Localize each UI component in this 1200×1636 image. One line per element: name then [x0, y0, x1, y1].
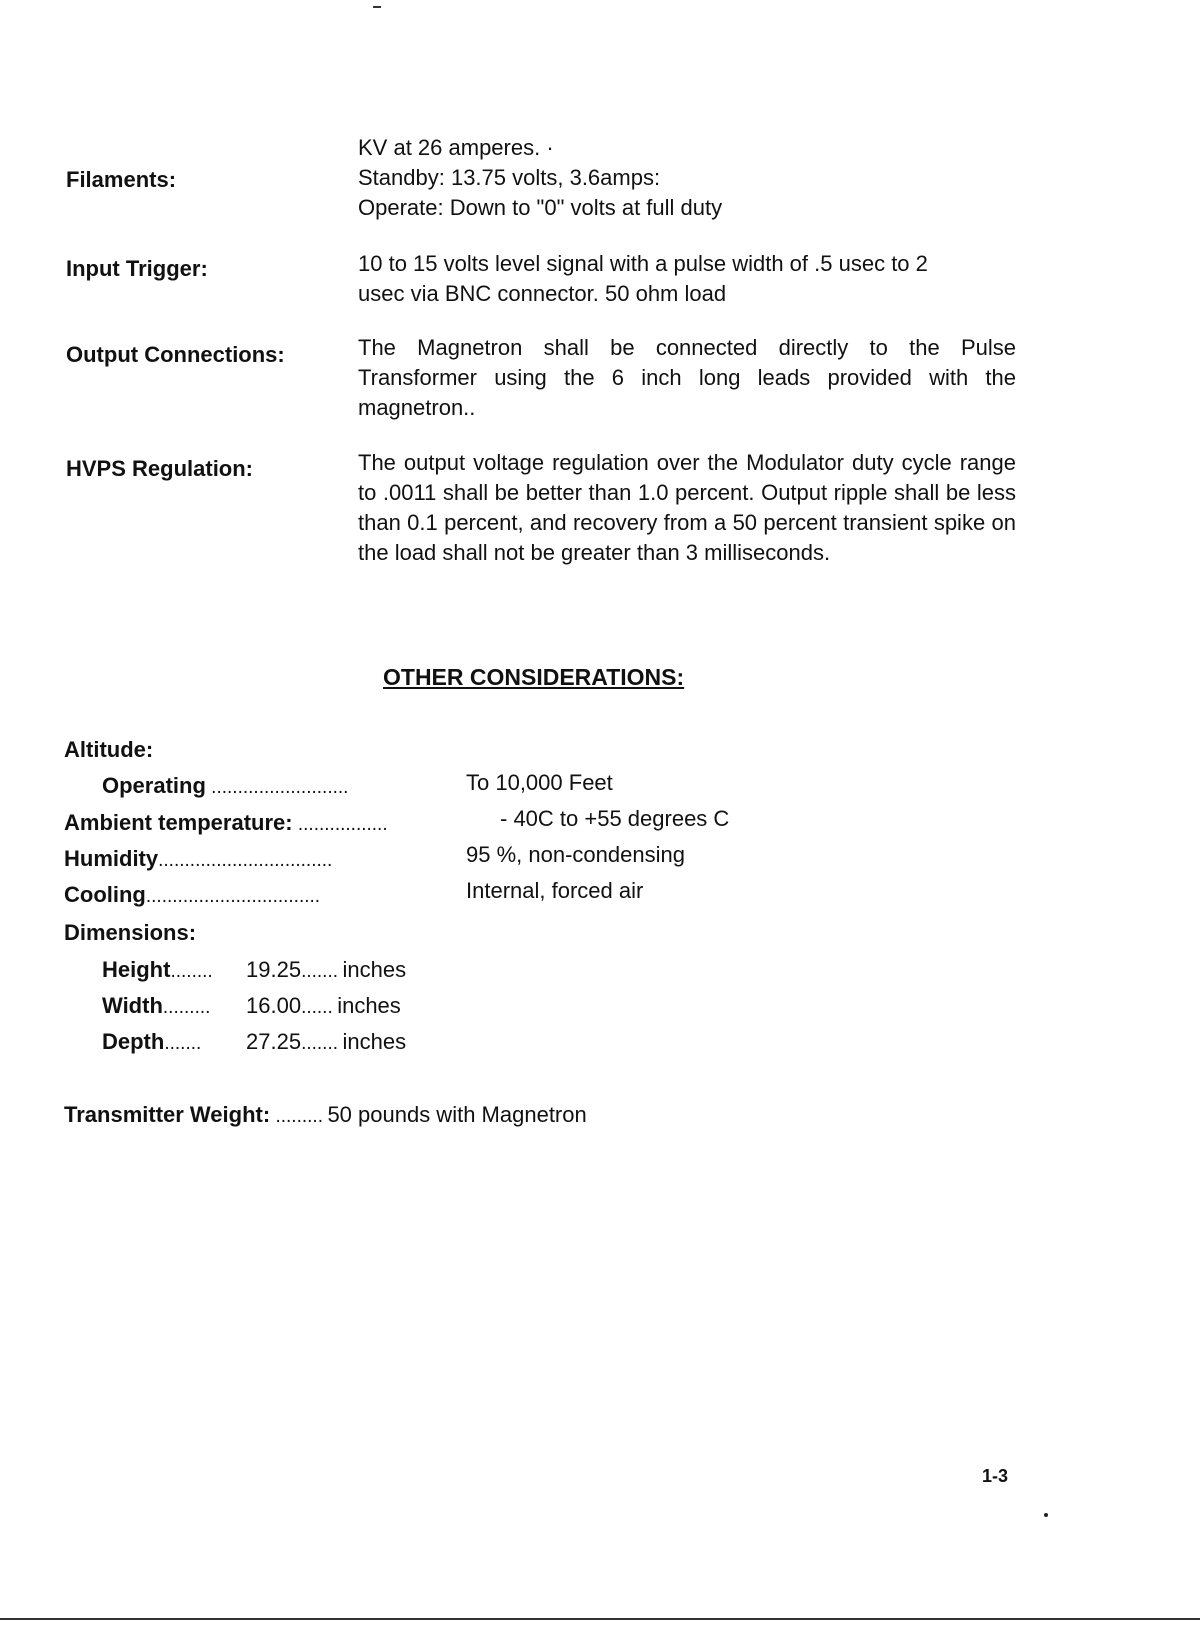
- humidity-label: Humidity: [64, 846, 159, 871]
- cooling-row: [64, 882, 320, 908]
- other-considerations-heading: OTHER CONSIDERATIONS:: [383, 664, 685, 690]
- weight-label: Transmitter Weight:: [64, 1102, 271, 1127]
- top-mark: [373, 6, 381, 8]
- width-label: Width: [102, 993, 163, 1018]
- width-row: [102, 993, 210, 1019]
- page-number: 1-3: [982, 1466, 1009, 1486]
- width-value-row: [246, 991, 401, 1021]
- width-dots: .........: [162, 997, 211, 1018]
- filaments-standby: Standby: 13.75 volts, 3.6amps:: [358, 165, 661, 190]
- depth-label: Depth: [102, 1029, 165, 1054]
- humidity-value: 95 %, non-condensing: [466, 842, 685, 867]
- height-row: [102, 957, 213, 983]
- dimensions-label: Dimensions:: [64, 920, 197, 945]
- height-value: 19.25: [246, 957, 302, 982]
- height-dots: ........: [170, 961, 213, 982]
- depth-value: 27.25: [246, 1029, 302, 1054]
- output-connections-label: Output Connections:: [66, 342, 285, 367]
- width-dots2: ......: [301, 997, 333, 1018]
- kv-line: KV at 26 amperes. ·: [358, 135, 554, 160]
- height-value-row: [246, 955, 406, 985]
- depth-dots2: .......: [301, 1033, 339, 1054]
- operating-label: Operating: [102, 773, 206, 798]
- depth-row: [102, 1029, 201, 1055]
- ambient-dots: .................: [292, 814, 388, 835]
- weight-value: 50 pounds with Magnetron: [327, 1102, 587, 1127]
- weight-dots: .........: [270, 1106, 323, 1127]
- depth-unit: inches: [342, 1029, 407, 1054]
- width-unit: inches: [337, 993, 401, 1018]
- hvps-regulation-text: The output voltage regulation over the Modulator duty cycle range to .0011 shall be better than 1.0 percent. Output ripple shall be less than 0.1 percent, and recovery from a 50 percent transient spike on the load shall not be greater than 3 milliseconds.: [358, 450, 1016, 565]
- operating-row: [102, 773, 348, 799]
- depth-value-row: [246, 1027, 406, 1057]
- bottom-border-line: [0, 1618, 1200, 1620]
- cooling-value: Internal, forced air: [466, 878, 644, 903]
- cooling-dots: .................................: [145, 886, 321, 907]
- input-trigger-label: Input Trigger:: [66, 256, 208, 281]
- cooling-label: Cooling: [64, 882, 146, 907]
- humidity-dots: .................................: [158, 850, 333, 871]
- operating-dots: ..........................: [205, 777, 349, 798]
- height-unit: inches: [342, 957, 407, 982]
- width-value: 16.00: [246, 993, 302, 1018]
- height-label: Height: [102, 957, 171, 982]
- depth-dots: .......: [164, 1033, 202, 1054]
- ambient-label: Ambient temperature:: [64, 810, 293, 835]
- filaments-label: Filaments:: [66, 167, 177, 192]
- ambient-row: [64, 810, 388, 836]
- filaments-operate: Operate: Down to "0" volts at full duty: [358, 195, 723, 220]
- ambient-value: - 40C to +55 degrees C: [500, 806, 730, 831]
- operating-value: To 10,000 Feet: [466, 770, 613, 795]
- weight-row: [64, 1100, 587, 1130]
- output-connections-text: The Magnetron shall be connected directly to the Pulse Transformer using the 6 inch long leads provided with the magnetron..: [358, 335, 1016, 420]
- altitude-label: Altitude:: [64, 737, 154, 762]
- input-trigger-line1: 10 to 15 volts level signal with a pulse width of .5 usec to 2: [358, 251, 928, 276]
- stray-dot: [1044, 1513, 1048, 1517]
- hvps-regulation-label: HVPS Regulation:: [66, 456, 254, 481]
- humidity-row: [64, 846, 332, 872]
- height-dots2: .......: [301, 961, 339, 982]
- input-trigger-line2: usec via BNC connector. 50 ohm load: [358, 281, 727, 306]
